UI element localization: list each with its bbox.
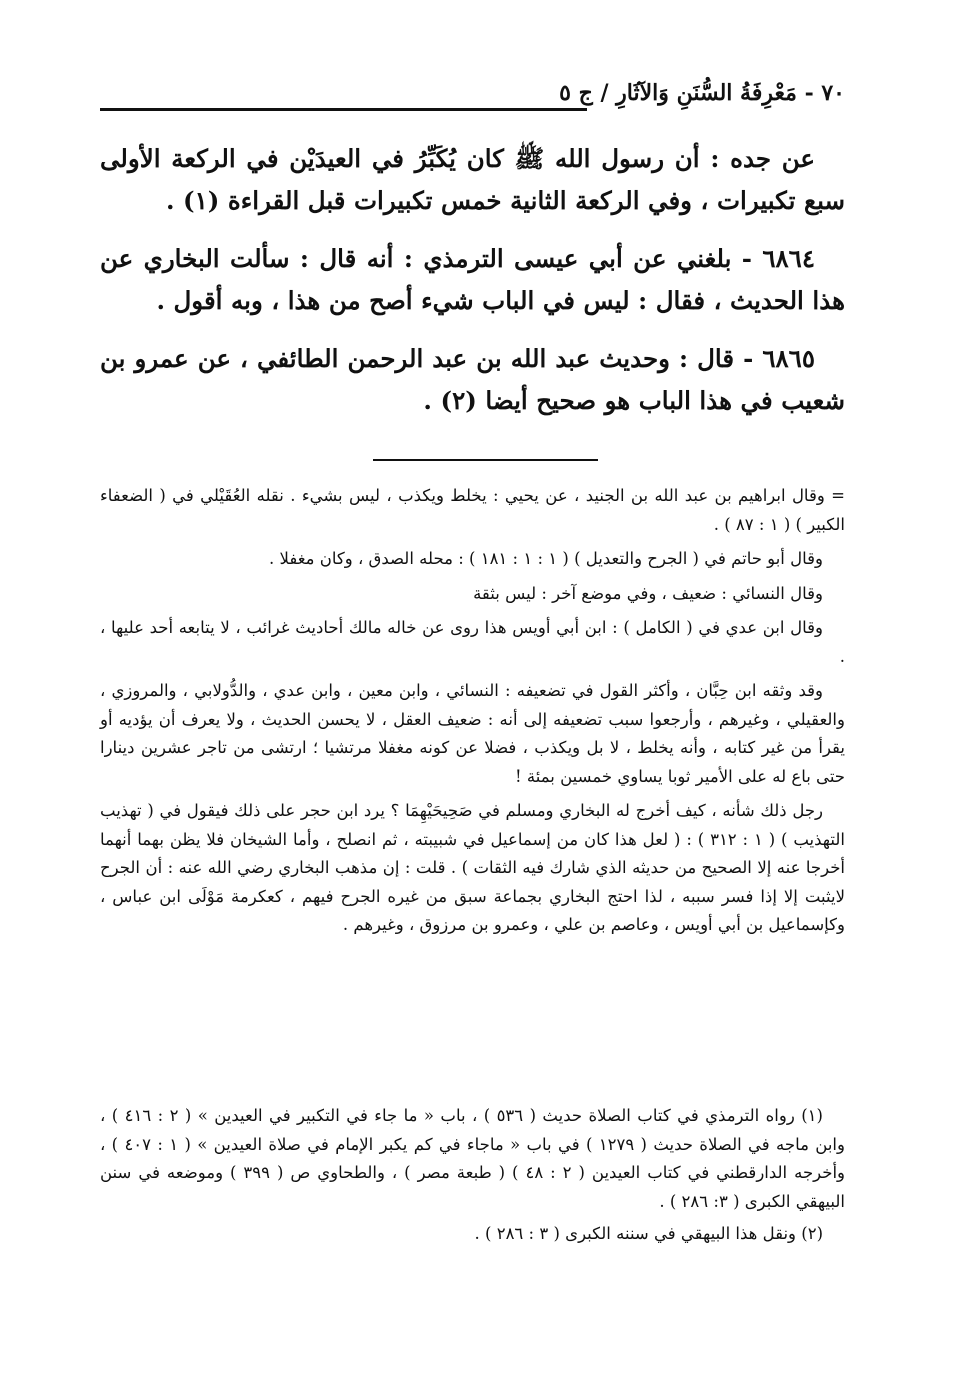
- hadith-paragraph: ٦٨٦٤ - بلغني عن أبي عيسى الترمذي : أنه قال : سألت البخاري عن هذا الحديث ، فقال : ليس في الباب شيء أصح من هذا ، وبه أقول .: [100, 244, 845, 315]
- note-paragraph: وقال أبو حاتم في ( الجرح والتعديل ) ( ١ : ١ : ١٨١ ) : محله الصدق ، وكان مغفلا .: [269, 549, 823, 568]
- note-paragraph: وقال ابن عدي في ( الكامل ) : ابن أبي أويس هذا روى عن خاله مالك أحاديث غرائب ، لا يتابعه أحد عليها ، .: [100, 618, 845, 666]
- hadith-paragraph: عن جده : أن رسول الله ﷺ كان يُكَبِّرُ في العيدَيْن في الركعة الأولى سبع تكبيرات ، وفي الركعة الثانية خمس تكبيرات قبل القراءة (١) .: [100, 144, 845, 215]
- header-rule: [100, 108, 587, 111]
- note-paragraph: وقال النسائي : ضعيف ، وفي موضع آخر : ليس بثقة: [473, 583, 823, 603]
- commentary-notes: [100, 482, 845, 946]
- note-paragraph: رجل ذلك شأنه ، كيف أخرج له البخاري ومسلم في صَحِيحَيْهِمَا ؟ يرد ابن حجر على ذلك فيقول في ( تهذيب التهذيب ) ( ١ : ٣١٢ ) : ( لعل هذا كان من إسماعيل في شبيبته ، ثم انصلح ، وأما الشيخان فلا يظن بهما أنهما أخرجا عنه إلا الصحيح من حديثه الذي شارك فيه الثقات ) . قلت : إن مذهب البخاري رضي الله عنه : أن الجرح لايثبت إلا إذا فسر سببه ، لذا احتج البخاري بجماعة سبق من غيره الجرح فيهم ، كعكرمة مَوْلَى ابن عباس ، وكإسماعيل بن أبي أويس ، وعاصم بن علي ، وعمرو بن مرزوق ، وغيرهم .: [100, 801, 845, 934]
- hadith-paragraph: ٦٨٦٥ - قال : وحديث عبد الله بن عبد الرحمن الطائفي ، عن عمرو بن شعيب في هذا الباب هو صحيح أيضا (٢) .: [100, 344, 845, 415]
- footnotes: [100, 1102, 845, 1253]
- footnote-2: (٢) ونقل هذا البيهقي في سننه الكبرى ( ٣ : ٢٨٦ ) .: [474, 1224, 823, 1243]
- note-paragraph: = وقال ابراهيم بن عبد الله بن الجنيد ، عن يحيي : يخلط ويكذب ، ليس بشيء . نقله العُقَيْلي في ( الضعفاء الكبير ) ( ١ : ٨٧ ) .: [100, 486, 845, 534]
- footnote-1: (١) رواه الترمذي في كتاب الصلاة حديث ( ٥٣٦ ) ، باب « ما جاء في التكبير في العيدين » ( ٢ : ٤١٦ ) ، وابن ماجه في الصلاة حديث ( ١٢٧٩ ) في باب « ماجاء في كم يكبر الإمام في صلاة العيدين » ( ١ : ٤٠٧ ) ، وأخرجه الدارقطني في كتاب العيدين ( ٢ : ٤٨ ) ( طبعة مصر ) ، والطحاوي ص ( ٣٩٩ ) وموضعه في سنن البيهقي الكبرى ( ٣: ٢٨٦ ) .: [100, 1106, 845, 1211]
- page-header: [100, 78, 845, 118]
- main-text: [100, 138, 845, 438]
- footnote-separator: [373, 459, 598, 461]
- note-paragraph: وقد وثقه ابن حِبَّان ، وأكثر القول في تضعيفه : النسائي ، وابن معين ، وابن عدي ، والدُّولابي ، والمروزي ، والعقيلي ، وغيرهم ، وأرجعوا سبب تضعيفه إلى أنه : ضعيف العقل ، لا يحسن الحديث ، ولا يعرف أن يؤديه أو يقرأ من غير كتابه ، وأنه يخلط ، لا بل ويكذب ، فضلا عن كونه مغفلا مرتشيا ؛ ارتشى من تاجر عشرين دينارا حتى باع له على الأمير ثوبا يساوي خمسين بمئة !: [100, 681, 845, 786]
- running-title: ٧٠ - مَعْرِفَةُ السُّنَنِ وَالآثَارِ / ج ٥: [559, 80, 845, 106]
